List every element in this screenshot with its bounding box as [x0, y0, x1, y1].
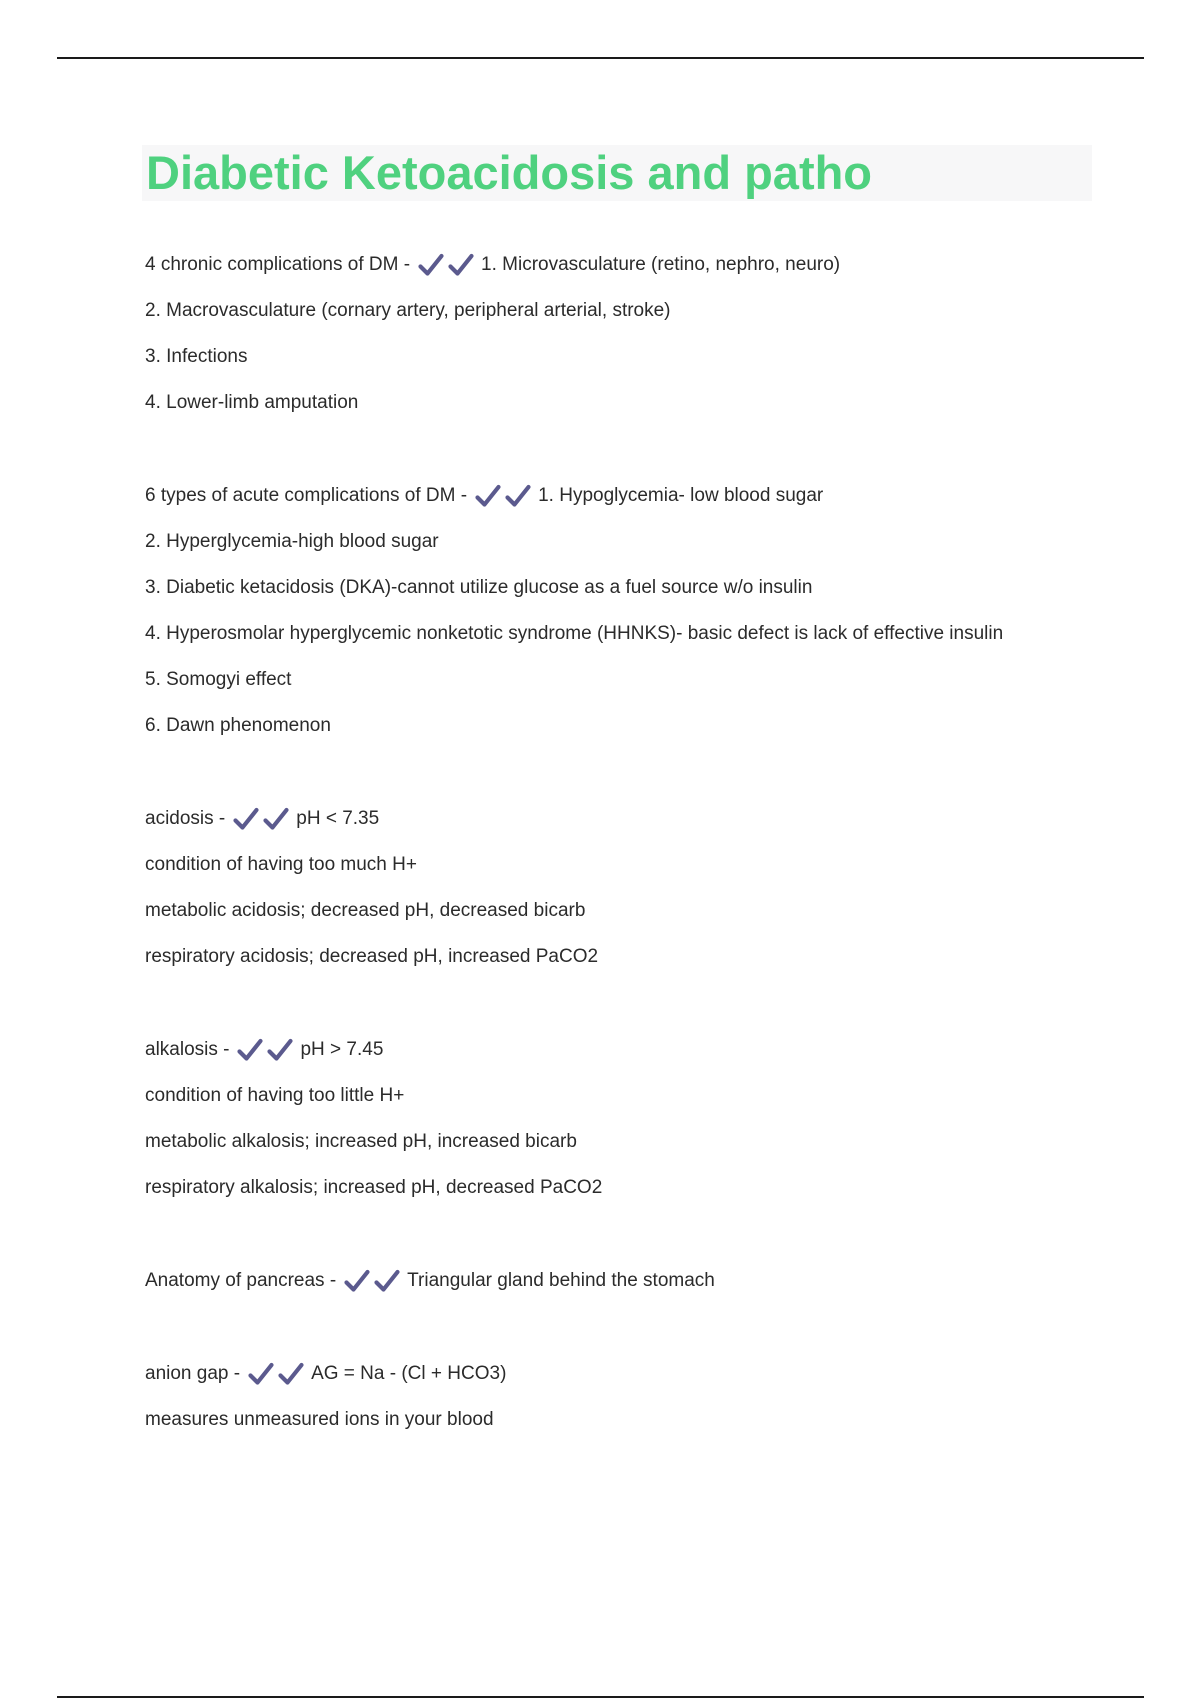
check-icon: [248, 1362, 274, 1386]
answer-line: 3. Infections: [145, 346, 248, 367]
check-icon: [237, 1038, 263, 1062]
term-text: 4 chronic complications of DM -: [145, 254, 411, 275]
term-line: [145, 1351, 1105, 1397]
answer-text: 1. Microvasculature (retino, nephro, neuro): [481, 254, 841, 275]
flashcard-section: [145, 1351, 1105, 1443]
check-icon: [418, 253, 444, 277]
check-icon: [448, 253, 474, 277]
double-check-icon: [475, 484, 533, 508]
double-check-icon: [237, 1038, 295, 1062]
flashcard-list: [145, 242, 1105, 1490]
answer-text: pH > 7.45: [300, 1039, 384, 1060]
check-icon: [344, 1269, 370, 1293]
term-line: [145, 796, 1105, 842]
answer-line: 4. Hyperosmolar hyperglycemic nonketotic syndrome (HHNKS)- basic defect is lack of effective insulin: [145, 623, 1004, 644]
check-icon: [475, 484, 501, 508]
answer-line: 2. Macrovasculature (cornary artery, peripheral arterial, stroke): [145, 300, 671, 321]
answer-text: 1. Hypoglycemia- low blood sugar: [538, 485, 824, 506]
check-icon: [263, 807, 289, 831]
answer-line: 3. Diabetic ketacidosis (DKA)-cannot utilize glucose as a fuel source w/o insulin: [145, 577, 813, 598]
flashcard-section: [145, 1258, 1105, 1304]
double-check-icon: [418, 253, 476, 277]
answer-line: measures unmeasured ions in your blood: [145, 1409, 494, 1430]
answer-line: 5. Somogyi effect: [145, 669, 292, 690]
page-title: Diabetic Ketoacidosis and patho: [146, 146, 873, 199]
double-check-icon: [344, 1269, 402, 1293]
term-line: [145, 1258, 1105, 1304]
flashcard-section: [145, 473, 1105, 749]
term-text: Anatomy of pancreas -: [145, 1270, 337, 1291]
term-text: anion gap -: [145, 1363, 241, 1384]
term-line: [145, 1027, 1105, 1073]
answer-line: metabolic alkalosis; increased pH, increased bicarb: [145, 1131, 577, 1152]
answer-text: AG = Na - (Cl + HCO3): [311, 1363, 507, 1384]
answer-line: respiratory acidosis; decreased pH, increased PaCO2: [145, 946, 599, 967]
answer-line: condition of having too much H+: [145, 854, 417, 875]
check-icon: [233, 807, 259, 831]
flashcard-section: [145, 242, 1105, 426]
term-text: acidosis -: [145, 808, 226, 829]
term-line: [145, 473, 1105, 519]
flashcard-section: [145, 1027, 1105, 1211]
answer-line: 4. Lower-limb amputation: [145, 392, 359, 413]
double-check-icon: [248, 1362, 306, 1386]
answer-line: respiratory alkalosis; increased pH, decreased PaCO2: [145, 1177, 603, 1198]
check-icon: [505, 484, 531, 508]
check-icon: [267, 1038, 293, 1062]
bottom-rule: [57, 1696, 1144, 1698]
check-icon: [374, 1269, 400, 1293]
answer-line: condition of having too little H+: [145, 1085, 405, 1106]
answer-line: metabolic acidosis; decreased pH, decreased bicarb: [145, 900, 586, 921]
flashcard-section: [145, 796, 1105, 980]
answer-line: 6. Dawn phenomenon: [145, 715, 331, 736]
check-icon: [278, 1362, 304, 1386]
term-text: alkalosis -: [145, 1039, 230, 1060]
answer-text: pH < 7.35: [296, 808, 380, 829]
top-rule: [57, 57, 1144, 59]
answer-line: 2. Hyperglycemia-high blood sugar: [145, 531, 439, 552]
term-text: 6 types of acute complications of DM -: [145, 485, 468, 506]
answer-text: Triangular gland behind the stomach: [407, 1270, 715, 1291]
term-line: [145, 242, 1105, 288]
double-check-icon: [233, 807, 291, 831]
